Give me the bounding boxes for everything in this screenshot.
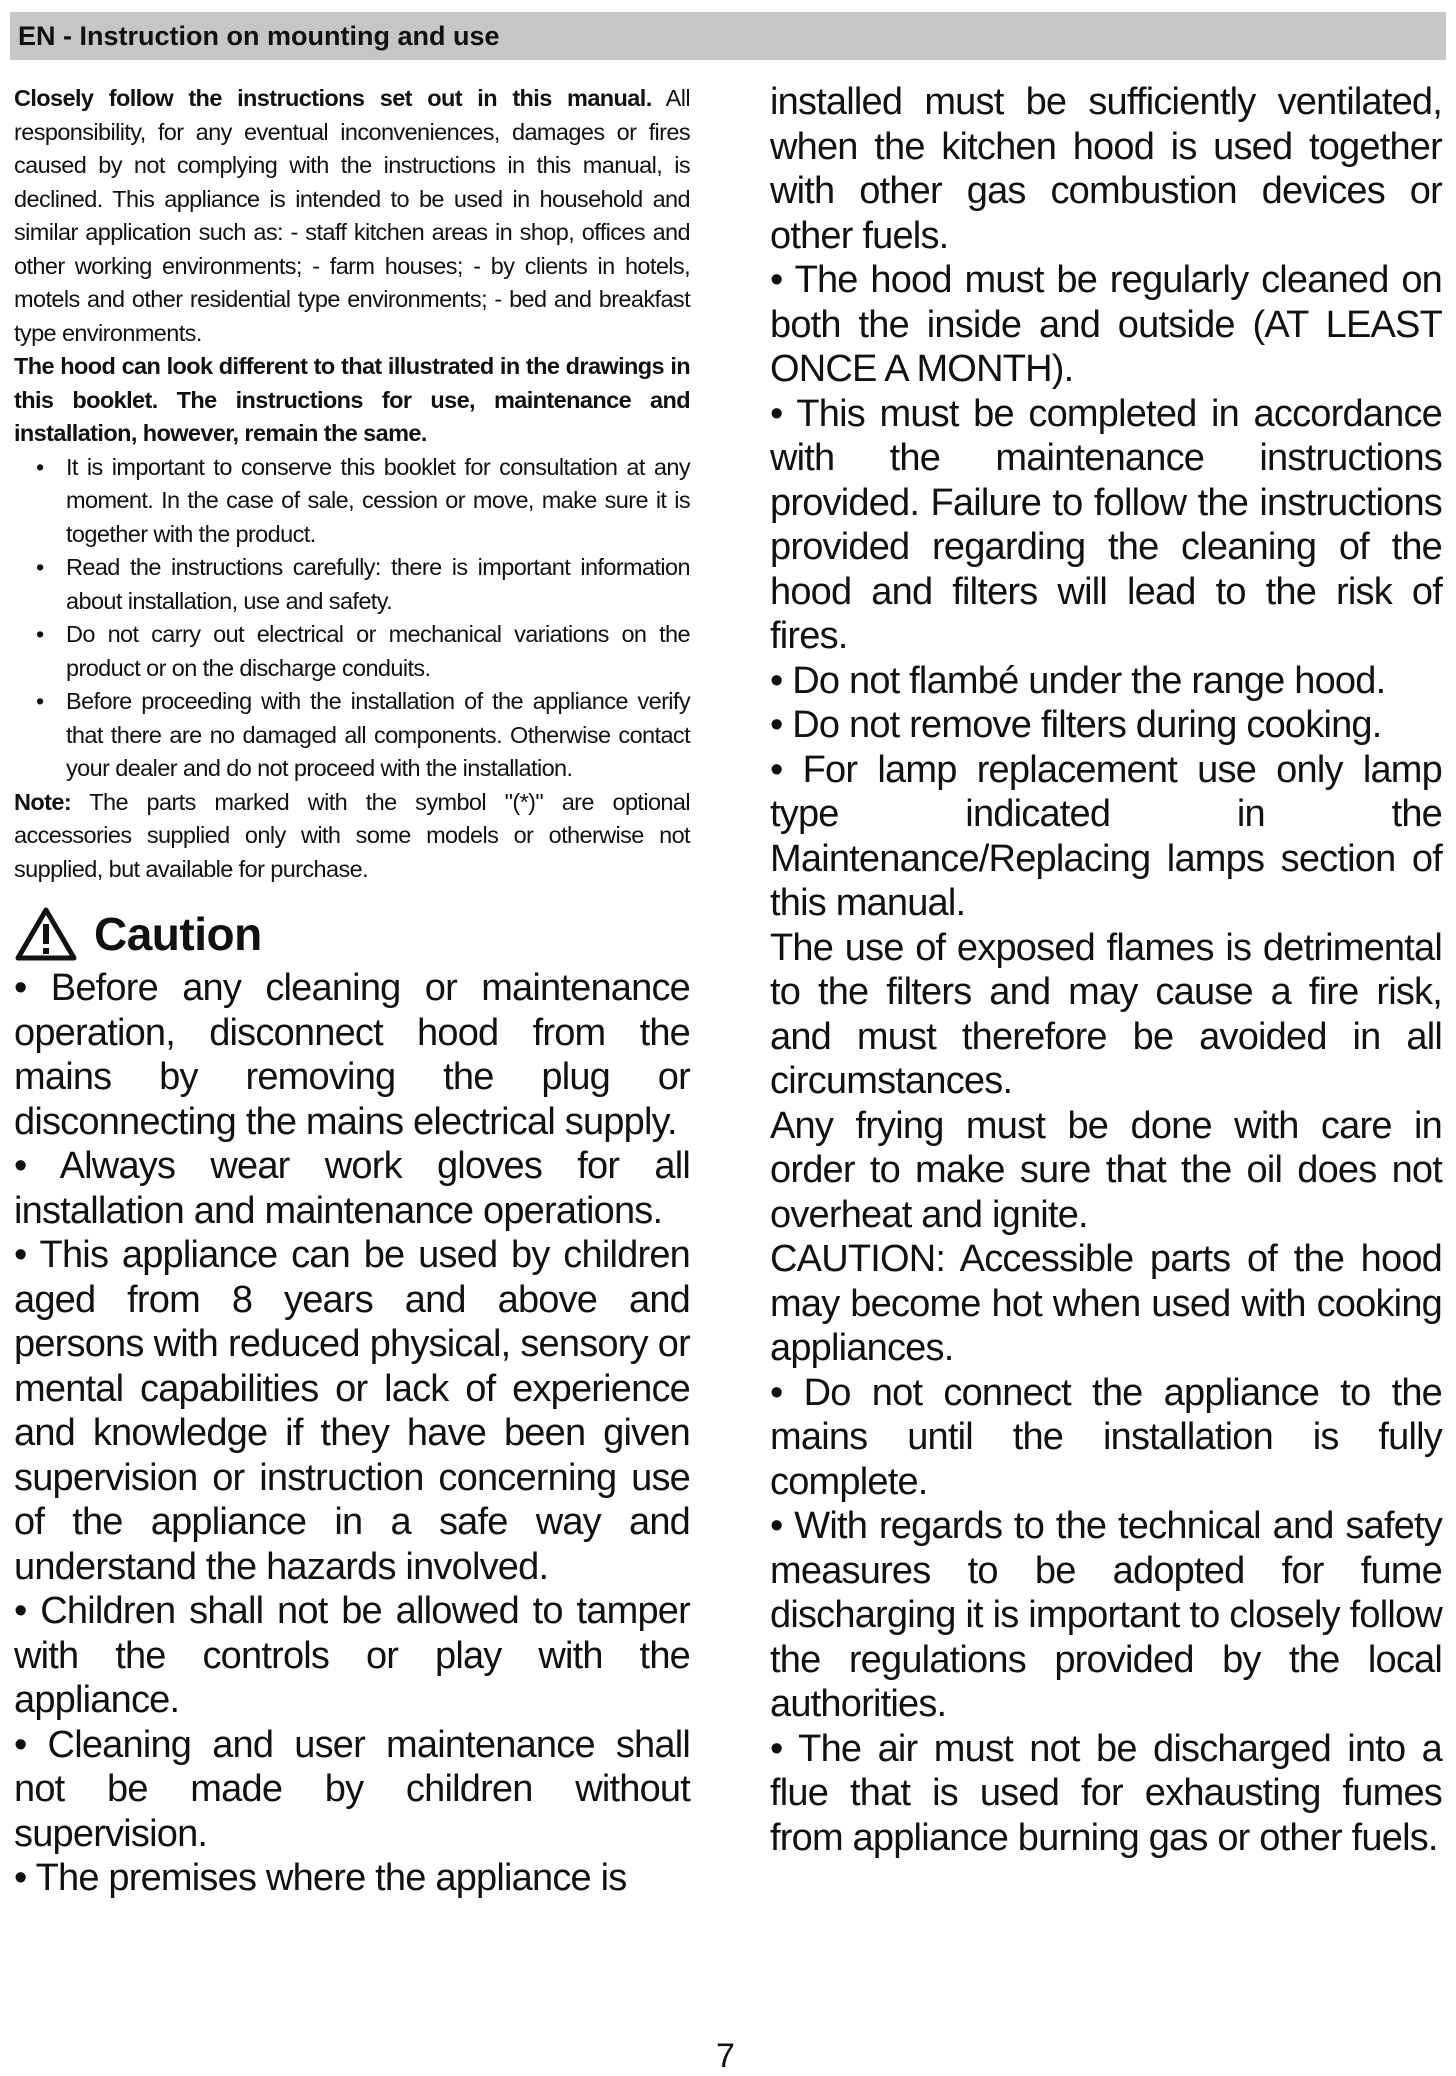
caution-paragraph: The use of exposed flames is detrimental to the filters and may cause a fire risk, and must therefore be avoided in all circumstances. bbox=[770, 926, 1442, 1102]
caution-paragraph: • Always wear work gloves for all installation and maintenance operations. bbox=[14, 1145, 690, 1232]
caution-right-text bbox=[770, 80, 1442, 1860]
intro-block bbox=[14, 82, 690, 886]
intro-bullet-item: • Do not carry out electrical or mechanical variations on the product or on the discharge conduits. bbox=[14, 618, 690, 685]
intro-bullet-list bbox=[14, 451, 690, 786]
caution-paragraph: • The hood must be regularly cleaned on both the inside and outside (AT LEAST ONCE A MONTH). bbox=[770, 259, 1442, 390]
intro-bullet-item: • Read the instructions carefully: there is important information about installation, use and safety. bbox=[14, 551, 690, 618]
caution-paragraph: • Do not remove filters during cooking. bbox=[770, 704, 1382, 746]
caution-paragraph: • Children shall not be allowed to tamper with the controls or play with the appliance. bbox=[14, 1590, 690, 1721]
caution-paragraph: • Do not connect the appliance to the mains until the installation is fully complete. bbox=[770, 1371, 1442, 1503]
left-column bbox=[14, 82, 690, 1901]
warning-triangle-icon bbox=[14, 906, 78, 962]
caution-paragraph: • This appliance can be used by children aged from 8 years and above and persons with reduced physical, sensory or mental capabilities or lack of experience and knowledge if they have been given supervision or instruction concerning use of the appliance in a safe way and understand the hazards involved. bbox=[14, 1234, 690, 1588]
caution-title: Caution bbox=[94, 908, 262, 960]
caution-paragraph: • Do not flambé under the range hood. bbox=[770, 659, 1386, 702]
caution-paragraph: installed must be sufficiently ventilated, when the kitchen hood is used together with other gas combustion devices or other fuels. bbox=[770, 81, 1442, 257]
caution-heading bbox=[14, 904, 690, 964]
caution-paragraph: Any frying must be done with care in order to make sure that the oil does not overheat and ignite. bbox=[770, 1104, 1442, 1236]
note-text: The parts marked with the symbol "(*)" are optional accessories supplied only with some models or otherwise not supplied, but available for purchase. bbox=[14, 788, 690, 882]
page-number: 7 bbox=[716, 2037, 735, 2075]
caution-left-text bbox=[14, 966, 690, 1901]
caution-paragraph: • With regards to the technical and safety measures to be adopted for fume discharging it is important to closely follow the regulations provided by the local authorities. bbox=[770, 1505, 1442, 1725]
intro-bullet-item: • It is important to conserve this booklet for consultation at any moment. In the case of sale, cession or move, make sure it is together with the product. bbox=[14, 451, 690, 552]
intro-lead-text: All responsibility, for any eventual inconveniences, damages or fires caused by not complying with the instructions in this manual, is declined. This appliance is intended to be used in household and similar application such as: - staff kitchen areas in shop, offices and other working environments; - farm houses; - by clients in hotels, motels and other residential type environments; - bed and breakfast type environments. bbox=[14, 85, 690, 346]
intro-paragraph bbox=[14, 82, 690, 350]
caution-paragraph: • Before any cleaning or maintenance operation, disconnect hood from the mains by removing the plug or disconnecting the mains electrical supply. bbox=[14, 967, 690, 1143]
intro-bullet-item: • Before proceeding with the installation of the appliance verify that there are no damaged all components. Otherwise contact your dealer and do not proceed with the installation. bbox=[14, 685, 690, 786]
caution-paragraph: • The air must not be discharged into a flue that is used for exhausting fumes from appliance burning gas or other fuels. bbox=[770, 1727, 1442, 1859]
right-column bbox=[770, 80, 1442, 1860]
hood-look-notice: The hood can look different to that illustrated in the drawings in this booklet. The instructions for use, maintenance and installation, however, remain the same. bbox=[14, 353, 690, 446]
intro-lead-bold: Closely follow the instructions set out in this manual. bbox=[14, 85, 652, 111]
caution-paragraph: • This must be completed in accordance with the maintenance instructions provided. Failure to follow the instructions provided regarding the cleaning of the hood and filters will lead to the risk of fires. bbox=[770, 392, 1442, 657]
caution-paragraph: • Cleaning and user maintenance shall not be made by children without supervision. bbox=[14, 1723, 690, 1855]
caution-paragraph: • The premises where the appliance is bbox=[14, 1857, 627, 1899]
note-paragraph bbox=[14, 786, 690, 887]
caution-paragraph: • For lamp replacement use only lamp type indicated in the Maintenance/Replacing lamps section of this manual. bbox=[770, 748, 1442, 924]
caution-paragraph: CAUTION: Accessible parts of the hood may become hot when used with cooking appliances. bbox=[770, 1238, 1442, 1369]
note-label: Note: bbox=[14, 788, 72, 815]
section-header: EN - Instruction on mounting and use bbox=[10, 12, 1446, 60]
